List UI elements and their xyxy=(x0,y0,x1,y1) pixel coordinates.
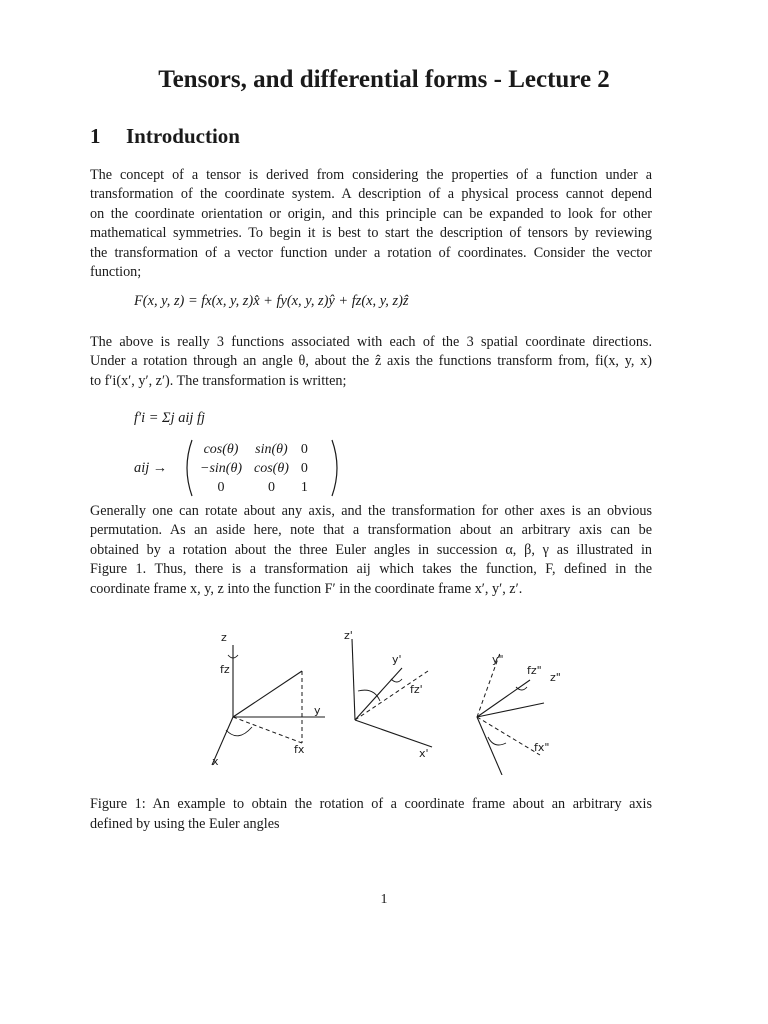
matrix-cell: −sin(θ) xyxy=(200,460,242,476)
axis-label-y: y xyxy=(314,704,321,717)
section-title: Introduction xyxy=(126,124,240,148)
axis-label-z-prime: z' xyxy=(344,629,353,642)
paper-title: Tensors, and differential forms - Lecture 2 xyxy=(158,66,610,93)
axis-label-fx: fx xyxy=(294,743,305,756)
figure-panel-3 xyxy=(477,653,561,775)
caption-line: Figure 1: An example to obtain the rotation of a coordinate frame about an arbitrary axis xyxy=(90,796,652,812)
figure-panel-1 xyxy=(212,631,325,768)
paragraph-components xyxy=(90,333,652,391)
section-number: 1 xyxy=(90,124,101,148)
paragraph-line: transformation of the coordinate system. A description of a physical process cannot depend xyxy=(90,186,652,203)
axis-label-fz: fz xyxy=(220,663,230,676)
axis-label-x-prime: x' xyxy=(419,747,429,760)
paragraph-line: the transformation of a vector function under a rotation of coordinates. Consider the vector xyxy=(90,244,652,261)
paragraph-line: coordinate frame x, y, z into the function F′ in the coordinate frame x′, y′, z′. xyxy=(90,580,523,597)
axis-label-y-prime: y' xyxy=(392,653,402,666)
paragraph-line: The concept of a tensor is derived from considering the properties of a function under a xyxy=(90,167,652,183)
paragraph-line: Figure 1. Thus, there is a transformation aij which takes the function, F, defined in the xyxy=(90,561,652,578)
rotation-matrix xyxy=(182,438,340,498)
paragraph-line: function; xyxy=(90,264,142,281)
figure-caption xyxy=(90,794,652,834)
paragraph-line: obtained by a rotation about the three Euler angles in succession α, β, γ as illustrated in xyxy=(90,541,652,558)
paragraph-line: permutation. As an aside here, note that a transformation about an arbitrary axis can be xyxy=(90,522,652,539)
matrix-label: aij → xyxy=(134,460,168,476)
matrix-cell: 0 xyxy=(300,441,308,457)
axis-label-x: x xyxy=(212,755,219,768)
matrix-cell: 0 xyxy=(300,460,308,476)
paragraph-line: to f′i(x′, y′, z′). The transformation is written; xyxy=(90,372,347,389)
axis-label-z: z xyxy=(221,631,227,644)
equation-vector-function: F(x, y, z) = fx(x, y, z)x̂ + fy(x, y, z)ŷ + fz(x, y, z)ẑ xyxy=(134,293,409,309)
matrix-cell: 0 xyxy=(217,479,225,495)
figure-euler-rotation xyxy=(190,625,570,775)
axis-label-y-double-prime: y" xyxy=(492,653,504,666)
caption-line: defined by using the Euler angles xyxy=(90,816,280,832)
paragraph-intro xyxy=(90,166,652,282)
matrix-cell: sin(θ) xyxy=(255,441,288,457)
matrix-cell: 1 xyxy=(300,479,308,495)
paragraph-line: Generally one can rotate about any axis, and the transformation for other axes is an obvious xyxy=(90,503,652,519)
paragraph-euler xyxy=(90,502,652,599)
axis-label-fz-prime: fz' xyxy=(410,683,423,696)
matrix-cell: 0 xyxy=(267,479,275,495)
page-number: 1 xyxy=(380,892,388,907)
figure-panel-2 xyxy=(344,629,432,760)
paragraph-line: on the coordinate orientation or origin, and this principle can be expanded to look for other xyxy=(90,205,652,222)
axis-label-fz-double-prime: fz" xyxy=(527,664,542,677)
axis-label-fx-double-prime: fx" xyxy=(534,741,550,754)
matrix-cell: cos(θ) xyxy=(254,460,289,476)
paragraph-line: The above is really 3 functions associated with each of the 3 spatial coordinate directions. xyxy=(90,334,652,350)
section-heading xyxy=(90,124,240,149)
paragraph-line: mathematical symmetries. To begin it is best to start the description of tensors by reviewing xyxy=(90,225,652,242)
matrix-grid xyxy=(194,440,314,497)
paragraph-line: Under a rotation through an angle θ, about the ẑ axis the functions transform from, fi(x, y, x) xyxy=(90,353,652,370)
matrix-cell: cos(θ) xyxy=(203,441,239,457)
equation-transformation: f′i = Σj aij fj xyxy=(134,410,205,426)
axis-label-z-double-prime: z" xyxy=(550,671,561,684)
